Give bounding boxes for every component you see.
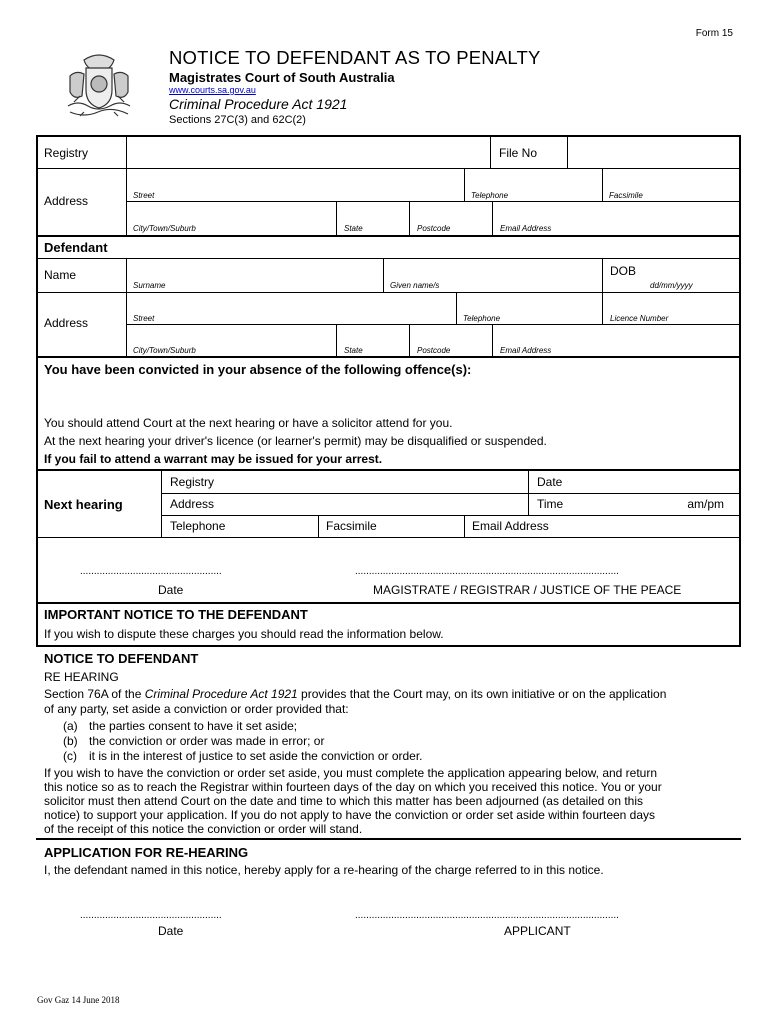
next-hearing-label: Next hearing <box>44 497 123 512</box>
hearing-facsimile-field[interactable]: Facsimile <box>326 519 377 533</box>
hearing-telephone-field[interactable]: Telephone <box>170 519 226 533</box>
address-email-field[interactable]: Email Address <box>500 224 552 233</box>
defendant-postcode-field[interactable]: Postcode <box>417 346 451 355</box>
applicant-label: APPLICANT <box>504 924 571 938</box>
address-label: Address <box>44 194 89 208</box>
address-facsimile-field[interactable]: Facsimile <box>609 191 643 200</box>
applicant-signature-field[interactable]: ............................................................................................... <box>355 910 619 921</box>
section-76a-text: Section 76A of the Criminal Procedure Act 1921 provides that the Court may, on its own initiative or on the application <box>44 687 667 701</box>
act-name: Criminal Procedure Act 1921 <box>169 96 348 112</box>
magistrate-role-label: MAGISTRATE / REGISTRAR / JUSTICE OF THE PEACE <box>373 583 682 597</box>
ampm-label: am/pm <box>687 497 724 511</box>
act-reference: Criminal Procedure Act 1921 <box>144 687 298 701</box>
hearing-email-field[interactable]: Email Address <box>472 519 549 533</box>
court-website-link[interactable]: www.courts.sa.gov.au <box>169 85 256 95</box>
condition-a-mark: (a) <box>63 719 78 733</box>
issue-date-label: Date <box>158 583 184 597</box>
application-date-field[interactable]: ................................................... <box>80 910 222 921</box>
act-sections: Sections 27C(3) and 62C(2) <box>169 114 306 126</box>
application-date-label: Date <box>158 924 184 938</box>
warrant-warning-text: If you fail to attend a warrant may be issued for your arrest. <box>44 452 383 466</box>
paragraph-line: notice) to support your application. If you do not apply to have the conviction or order set aside within fourteen days <box>44 808 656 822</box>
defendant-name-label: Name <box>44 268 77 282</box>
condition-a-text: the parties consent to have it set aside; <box>89 719 298 733</box>
address-street-field[interactable]: Street <box>133 191 155 200</box>
convicted-heading: You have been convicted in your absence of the following offence(s): <box>44 362 472 377</box>
page-title: NOTICE TO DEFENDANT AS TO PENALTY <box>169 47 541 68</box>
offences-field[interactable] <box>44 380 734 412</box>
defendant-dob-field[interactable]: DOB dd/mm/yyyy <box>610 264 693 290</box>
paragraph-line: If you wish to have the conviction or order set aside, you must complete the application appearing below, and return <box>44 766 658 780</box>
coat-of-arms-logo <box>60 46 138 122</box>
paragraph-line: of the receipt of this notice the conviction or order will stand. <box>44 822 363 836</box>
dob-label: DOB <box>610 264 637 278</box>
defendant-street-field[interactable]: Street <box>133 314 155 323</box>
address-telephone-field[interactable]: Telephone <box>471 191 509 200</box>
attend-court-text: You should attend Court at the next hearing or have a solicitor attend for you. <box>44 416 453 430</box>
application-text: I, the defendant named in this notice, hereby apply for a re-hearing of the charge referred to in this notice. <box>44 863 604 877</box>
file-no-field[interactable] <box>568 137 740 168</box>
important-notice-text: If you wish to dispute these charges you should read the information below. <box>44 627 444 641</box>
condition-b-text: the conviction or order was made in error; or <box>89 734 325 748</box>
important-notice-heading: IMPORTANT NOTICE TO THE DEFENDANT <box>44 607 308 622</box>
condition-c-mark: (c) <box>63 749 77 763</box>
defendant-email-field[interactable]: Email Address <box>500 346 552 355</box>
condition-b-mark: (b) <box>63 734 78 748</box>
divider <box>36 838 741 840</box>
address-city-field[interactable]: City/Town/Suburb <box>133 224 196 233</box>
notice-heading: NOTICE TO DEFENDANT <box>44 651 199 666</box>
registry-label: Registry <box>44 146 89 160</box>
address-postcode-field[interactable]: Postcode <box>417 224 451 233</box>
court-name: Magistrates Court of South Australia <box>169 70 395 85</box>
address-state-field[interactable]: State <box>344 224 363 233</box>
application-heading: APPLICATION FOR RE-HEARING <box>44 845 249 860</box>
paragraph-line: solicitor must then attend Court on the date and time to which this matter has been adjourned (as detailed on this <box>44 794 644 808</box>
registry-field[interactable] <box>127 137 490 168</box>
rehearing-subheading: RE HEARING <box>44 670 119 684</box>
section-76a-text-line2: of any party, set aside a conviction or order provided that: <box>44 702 349 716</box>
defendant-address-label: Address <box>44 316 89 330</box>
condition-c-text: it is in the interest of justice to set aside the conviction or order. <box>89 749 423 763</box>
hearing-registry-field[interactable]: Registry <box>170 475 215 489</box>
defendant-surname-field[interactable]: Surname <box>133 281 166 290</box>
hearing-address-field[interactable]: Address <box>170 497 215 511</box>
licence-warning-text: At the next hearing your driver's licence (or learner's permit) may be disqualified or suspended. <box>44 434 547 448</box>
defendant-state-field[interactable]: State <box>344 346 363 355</box>
defendant-city-field[interactable]: City/Town/Suburb <box>133 346 196 355</box>
paragraph-line: this notice so as to reach the Registrar within fourteen days of the day on which you received this notice. You or your <box>44 780 662 794</box>
hearing-date-field[interactable]: Date <box>537 475 563 489</box>
file-no-label: File No <box>499 146 538 160</box>
defendant-given-names-field[interactable]: Given name/s <box>390 281 440 290</box>
footer-gazette: Gov Gaz 14 June 2018 <box>37 995 120 1005</box>
defendant-telephone-field[interactable]: Telephone <box>463 314 501 323</box>
issue-date-field[interactable]: ................................................... <box>80 566 222 577</box>
defendant-licence-field[interactable]: Licence Number <box>610 314 669 323</box>
form-number: Form 15 <box>695 28 733 39</box>
defendant-heading: Defendant <box>44 240 108 255</box>
hearing-time-field[interactable]: Time am/pm <box>537 497 724 511</box>
magistrate-signature-field[interactable]: ............................................................................................... <box>355 566 619 577</box>
